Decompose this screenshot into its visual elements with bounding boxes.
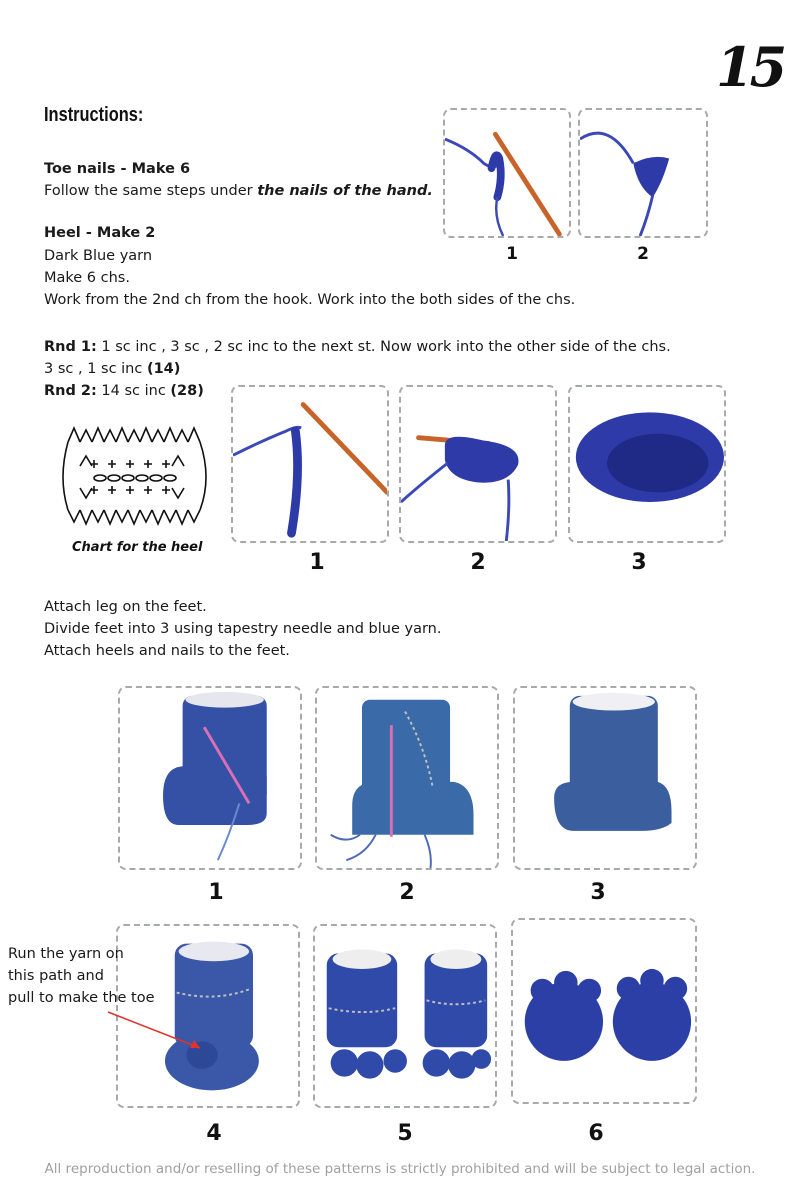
round-1-cont-text: 3 sc , 1 sc inc: [44, 361, 147, 377]
foot-step-number-1: 1: [208, 880, 224, 905]
attach-line-3: Attach heels and nails to the feet.: [44, 643, 290, 659]
page-number: 15: [716, 35, 784, 99]
foot-photo-3: [513, 686, 697, 870]
heel-step-number-2: 2: [470, 550, 486, 575]
foot-step-number-2: 2: [399, 880, 415, 905]
toe-nail-photo-1: [443, 108, 571, 238]
heel-title: Heel - Make 2: [44, 225, 156, 241]
round-1-label: Rnd 1:: [44, 339, 97, 355]
foot-photo-5: [313, 924, 497, 1108]
heel-photo-3: [568, 385, 726, 543]
copyright-footer: All reproduction and/or reselling of these patterns is strictly prohibited and will be subject to legal action.: [44, 1161, 756, 1177]
heel-step-number-3: 3: [631, 550, 647, 575]
heel-chart: [60, 418, 220, 534]
toe-step-number-2: 2: [637, 244, 649, 264]
heel-chart-caption: Chart for the heel: [72, 540, 203, 555]
heel-line-yarn: Dark Blue yarn: [44, 248, 153, 264]
foot-step-number-3: 3: [590, 880, 606, 905]
foot-photo-2: [315, 686, 499, 870]
toe-nails-instruction: [44, 180, 433, 202]
heel-photo-2: [399, 385, 557, 543]
toe-note-line-3: pull to make the toe: [8, 990, 155, 1006]
foot-step-number-6: 6: [588, 1121, 604, 1146]
round-1-count: (14): [146, 361, 181, 377]
toe-nails-reference: the nails of the hand.: [257, 183, 433, 199]
toe-note-line-1: Run the yarn on: [8, 946, 124, 962]
round-1-cont: [44, 358, 180, 380]
heel-line-work: Work from the 2nd ch from the hook. Work into the both sides of the chs.: [44, 292, 576, 308]
foot-step-number-5: 5: [397, 1121, 413, 1146]
toe-note-line-2: this path and: [8, 968, 104, 984]
round-2-label: Rnd 2:: [44, 383, 97, 399]
foot-step-number-4: 4: [206, 1121, 222, 1146]
round-1: [44, 336, 671, 358]
heel-line-chain: Make 6 chs.: [44, 270, 130, 286]
round-2-count: (28): [170, 383, 204, 399]
attach-line-1: Attach leg on the feet.: [44, 599, 207, 615]
heel-step-number-1: 1: [309, 550, 325, 575]
foot-photo-1: [118, 686, 302, 870]
round-1-text: 1 sc inc , 3 sc , 2 sc inc to the next st. Now work into the other side of the chs.: [96, 339, 671, 355]
round-2-text: 14 sc inc: [96, 383, 171, 399]
toe-nails-title: Toe nails - Make 6: [44, 161, 191, 177]
foot-photo-6: [511, 918, 697, 1104]
toe-nails-text: Follow the same steps under: [44, 183, 258, 199]
toe-note-arrow-icon: [100, 1008, 210, 1058]
attach-line-2: Divide feet into 3 using tapestry needle and blue yarn.: [44, 621, 442, 637]
round-2: [44, 380, 204, 402]
heel-photo-1: [231, 385, 389, 543]
instructions-heading: Instructions:: [44, 104, 144, 126]
toe-step-number-1: 1: [506, 244, 518, 264]
toe-nail-photo-2: [578, 108, 708, 238]
heel-chart-symbols: [60, 418, 220, 534]
